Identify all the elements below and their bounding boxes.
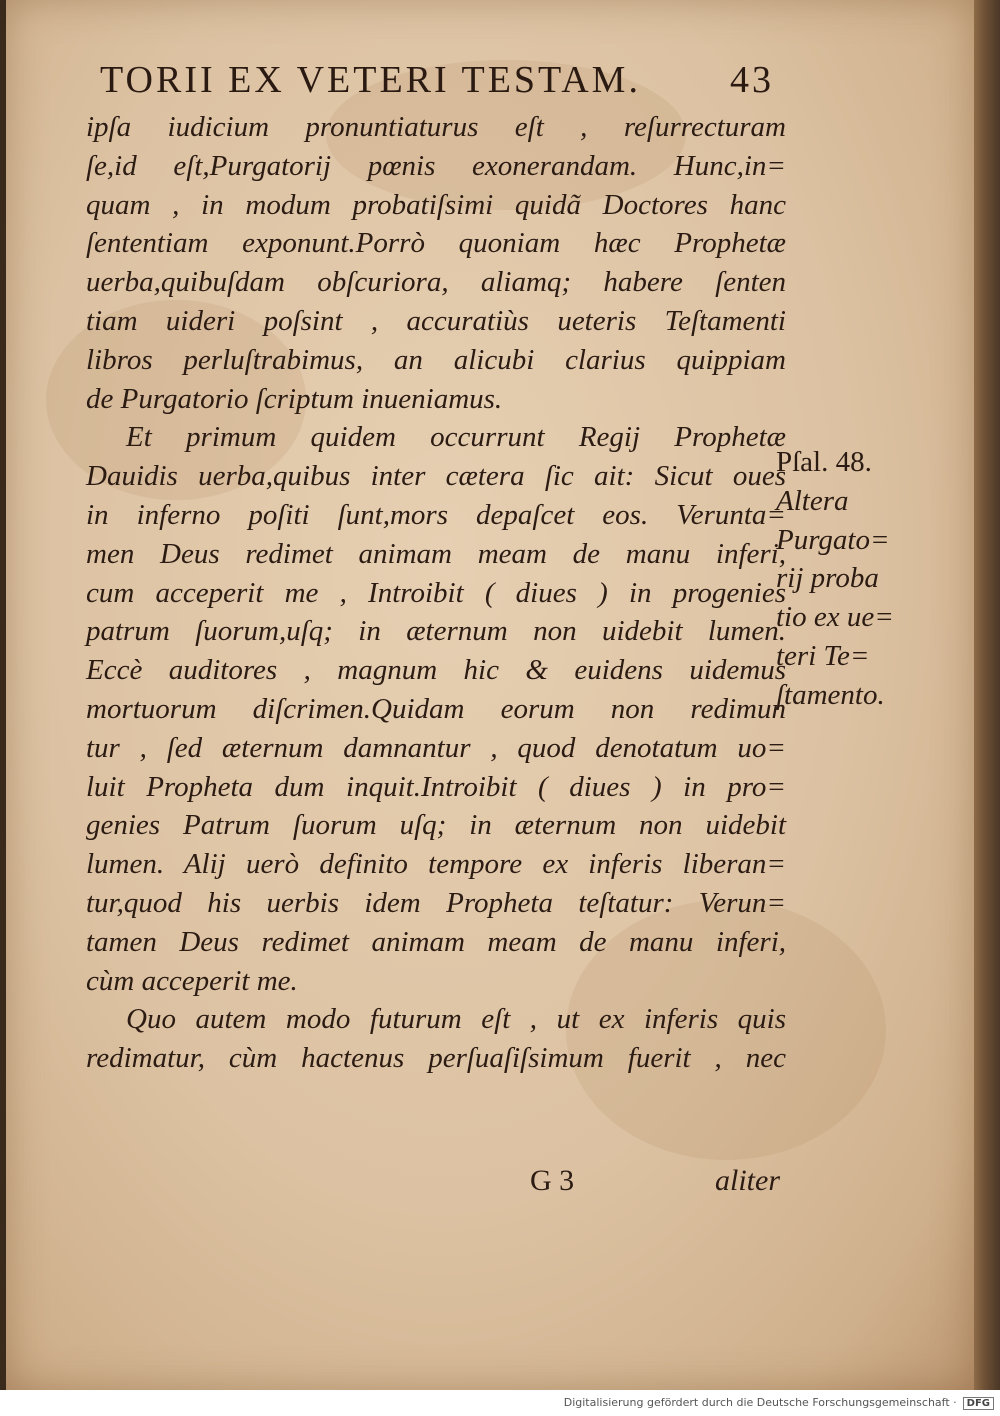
margin-line: rij proba: [776, 562, 879, 595]
page-edge: [974, 0, 1000, 1390]
text-line: quam , in modum probatiſsimi quidã Doctores hanc: [86, 188, 786, 221]
margin-line: Purgato=: [776, 523, 890, 556]
digitization-credit: [0, 1396, 994, 1416]
signature-mark: G 3: [530, 1164, 575, 1197]
text-line: men Deus redimet animam meam de manu inferi,: [86, 537, 786, 570]
text-line: cum acceperit me , Introibit ( diues ) in progenies: [86, 576, 786, 609]
margin-line: Pſal. 48.: [776, 446, 872, 478]
margin-line: teri Te=: [776, 639, 870, 672]
text-line: libros perluſtrabimus, an alicubi clarius quippiam: [86, 343, 786, 376]
text-line: ipſa iudicium pronuntiaturus eſt , reſurrecturam: [86, 111, 786, 143]
text-line: cùm acceperit me.: [86, 964, 298, 997]
text-line: genies Patrum ſuorum uſq; in æternum non uidebit: [86, 809, 786, 842]
dfg-logo: DFG: [963, 1397, 994, 1410]
text-line: tiam uideri poſsint , accuratiùs ueteris Teſtamenti: [86, 304, 786, 337]
text-line: lumen. Alij uerò definito tempore ex inferis liberan=: [86, 848, 786, 881]
margin-line: ſtamento.: [776, 678, 885, 711]
margin-line: tio ex ue=: [776, 601, 894, 634]
text-line: tur,quod his uerbis idem Propheta teſtatur: Verun=: [86, 886, 786, 919]
margin-line: Altera: [776, 484, 849, 517]
text-line: mortuorum diſcrimen.Quidam eorum non redimun: [86, 692, 786, 725]
text-line: Quo autem modo futurum eſt , ut ex inferis quis: [126, 1003, 786, 1036]
text-line: ſe,id eſt,Purgatorij pœnis exonerandam. Hunc,in=: [86, 149, 786, 182]
text-line: tamen Deus redimet animam meam de manu inferi,: [86, 925, 786, 958]
text-line: ſententiam exponunt.Porrò quoniam hæc Prophetæ: [86, 227, 786, 260]
text-line: luit Propheta dum inquit.Introibit ( diues ) in pro=: [86, 770, 786, 803]
running-header: [100, 58, 800, 102]
catchword: aliter: [715, 1164, 780, 1197]
text-line: Et primum quidem occurrunt Regij Prophetæ: [126, 421, 786, 454]
credit-text: Digitalisierung gefördert durch die Deutsche Forschungsgemeinschaft ·: [563, 1396, 957, 1409]
text-line: patrum ſuorum,uſq; in æternum non uidebit lumen.: [86, 615, 786, 648]
body-text: [86, 108, 786, 1078]
margin-note: [776, 443, 936, 715]
text-line: de Purgatorio ſcriptum inueniamus.: [86, 382, 503, 415]
text-line: in inferno poſiti ſunt,mors depaſcet eos. Verunta=: [86, 498, 786, 531]
text-line: tur , ſed æternum damnantur , quod denotatum uo=: [86, 731, 786, 764]
text-line: Eccè auditores , magnum hic & euidens uidemus: [86, 654, 786, 687]
page-number: 43: [730, 59, 774, 101]
text-line: redimatur, cùm hactenus perſuaſiſsimum fuerit , nec: [86, 1042, 786, 1075]
running-title: TORII EX VETERI TESTAM.: [100, 59, 641, 101]
text-line: uerba,quibuſdam obſcuriora, aliamq; habere ſenten: [86, 266, 786, 299]
text-line: Dauidis uerba,quibus inter cætera ſic ait: Sicut oues: [86, 460, 786, 493]
